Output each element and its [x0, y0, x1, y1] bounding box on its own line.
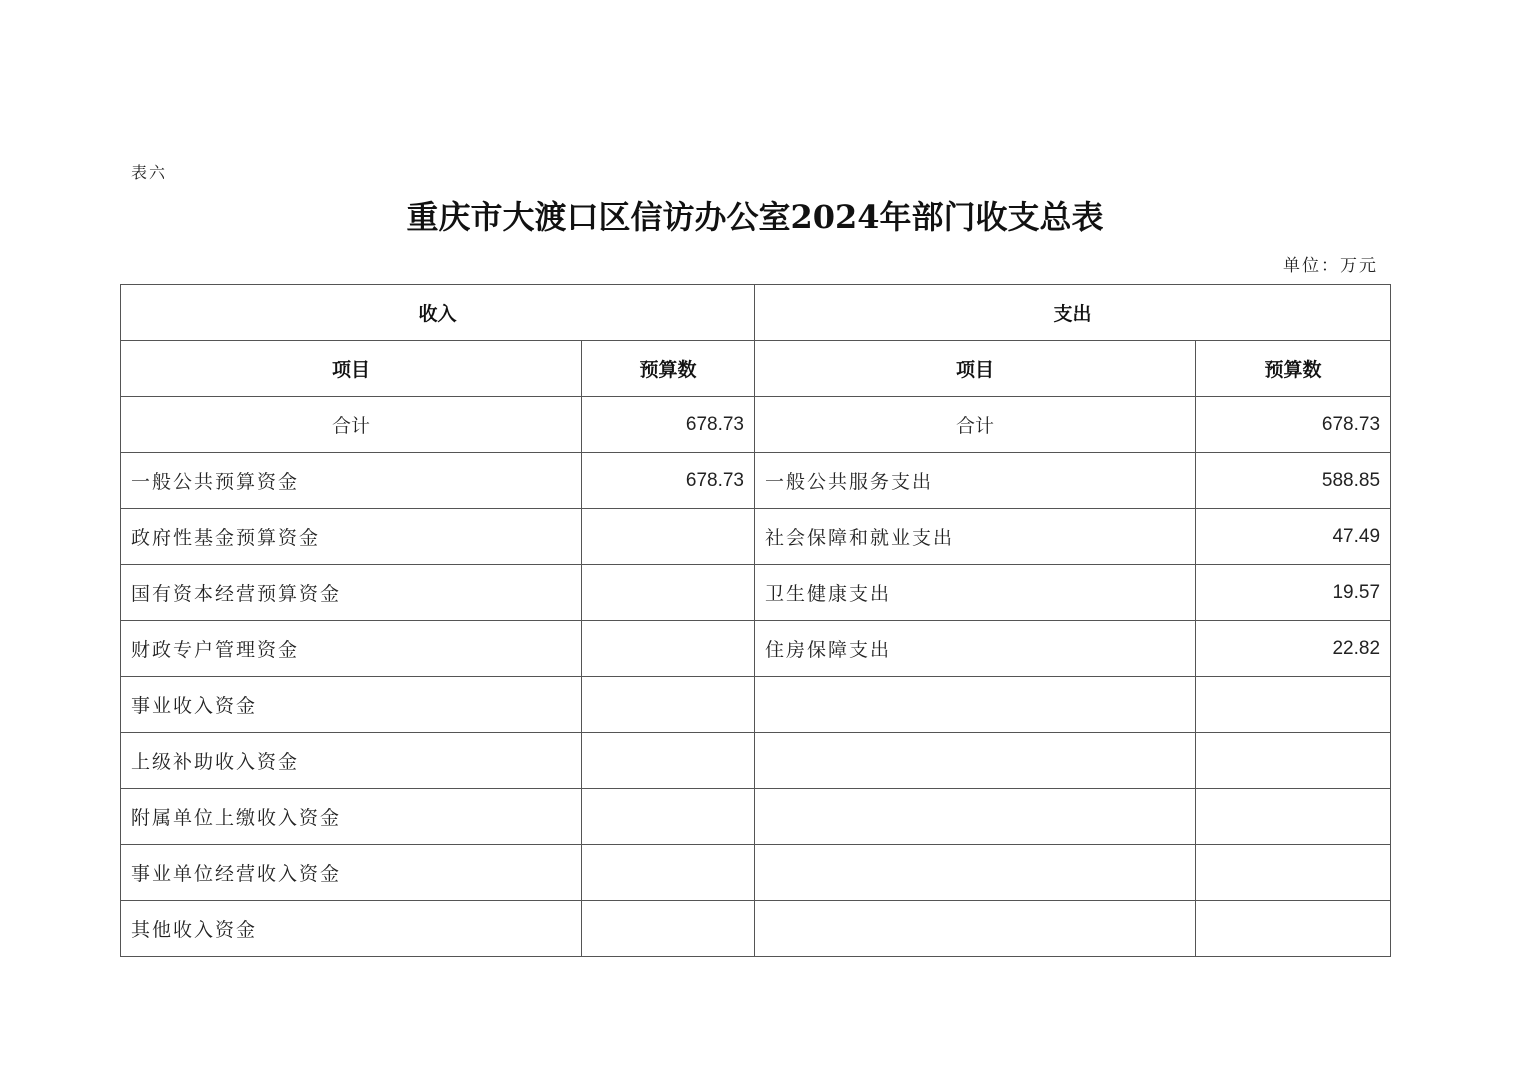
- budget-table: [120, 284, 1391, 957]
- income-item: 事业单位经营收入资金: [121, 845, 582, 901]
- income-item: 政府性基金预算资金: [121, 509, 582, 565]
- table-row: [121, 901, 1391, 957]
- income-value: [582, 677, 755, 733]
- income-value: [582, 565, 755, 621]
- expense-item: [755, 845, 1196, 901]
- expense-item: [755, 789, 1196, 845]
- income-item: 财政专户管理资金: [121, 621, 582, 677]
- expense-value: [1196, 677, 1391, 733]
- income-value: [582, 621, 755, 677]
- income-total-value: 678.73: [582, 397, 755, 453]
- income-budget-header: 预算数: [582, 341, 755, 397]
- expense-budget-header: 预算数: [1196, 341, 1391, 397]
- page-title: 重庆市大渡口区信访办公室2024年部门收支总表: [406, 198, 1104, 236]
- expense-item: 住房保障支出: [755, 621, 1196, 677]
- expense-item: [755, 677, 1196, 733]
- income-item: 附属单位上缴收入资金: [121, 789, 582, 845]
- table-row: [121, 621, 1391, 677]
- expense-total-label: 合计: [755, 397, 1196, 453]
- table-row: [121, 453, 1391, 509]
- income-item: 一般公共预算资金: [121, 453, 582, 509]
- expense-value: 19.57: [1196, 565, 1391, 621]
- income-value: [582, 733, 755, 789]
- section-header-row: [121, 285, 1391, 341]
- expense-item-header: 项目: [755, 341, 1196, 397]
- table-row: [121, 677, 1391, 733]
- income-item: 上级补助收入资金: [121, 733, 582, 789]
- expense-section-header: 支出: [755, 285, 1391, 341]
- expense-value: [1196, 901, 1391, 957]
- income-value: [582, 901, 755, 957]
- expense-value: 588.85: [1196, 453, 1391, 509]
- expense-value: 22.82: [1196, 621, 1391, 677]
- table-row: [121, 565, 1391, 621]
- expense-item: [755, 733, 1196, 789]
- expense-item: 卫生健康支出: [755, 565, 1196, 621]
- income-item: 事业收入资金: [121, 677, 582, 733]
- income-value: [582, 845, 755, 901]
- expense-value: [1196, 733, 1391, 789]
- income-value: 678.73: [582, 453, 755, 509]
- expense-total-value: 678.73: [1196, 397, 1391, 453]
- table-label: 表六: [131, 163, 168, 182]
- table-row: [121, 733, 1391, 789]
- expense-item: [755, 901, 1196, 957]
- income-section-header: 收入: [121, 285, 755, 341]
- income-item-header: 项目: [121, 341, 582, 397]
- expense-item: 社会保障和就业支出: [755, 509, 1196, 565]
- unit-label: 单位：万元: [1283, 256, 1378, 276]
- table-row: [121, 789, 1391, 845]
- expense-value: 47.49: [1196, 509, 1391, 565]
- income-value: [582, 509, 755, 565]
- table-row: [121, 509, 1391, 565]
- total-row: [121, 397, 1391, 453]
- income-item: 国有资本经营预算资金: [121, 565, 582, 621]
- income-item: 其他收入资金: [121, 901, 582, 957]
- income-value: [582, 789, 755, 845]
- expense-value: [1196, 845, 1391, 901]
- expense-item: 一般公共服务支出: [755, 453, 1196, 509]
- column-header-row: [121, 341, 1391, 397]
- table-row: [121, 845, 1391, 901]
- income-total-label: 合计: [121, 397, 582, 453]
- expense-value: [1196, 789, 1391, 845]
